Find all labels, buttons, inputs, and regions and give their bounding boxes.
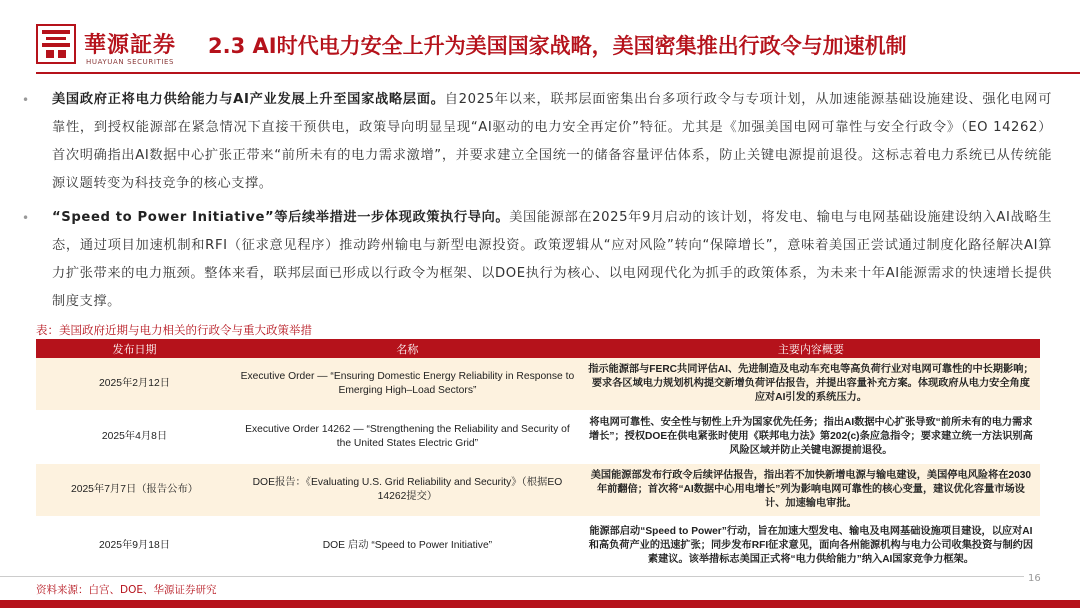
cell-summary: 指示能源部与FERC共同评估AI、先进制造及电动车充电等高负荷行业对电网可靠性的中长期影响；要求各区域电力规划机构提交新增负荷评估报告，并提出容量补充方案。体现政府从电力安全角度应对AI引发的系统压力。 — [582, 358, 1040, 410]
bullet-icon: • — [22, 93, 30, 107]
cell-date: 2025年2月12日 — [36, 358, 233, 410]
cell-date: 2025年7月7日（报告公布） — [36, 463, 233, 516]
page-number: 16 — [1028, 573, 1041, 584]
column-header-summary: 主要内容概要 — [582, 339, 1040, 358]
paragraph-1-body: 自2025年以来，联邦层面密集出台多项行政令与专项计划，从加速能源基础设施建设、强化电网可靠性，到授权能源部在紧急情况下直接干预供电，政策导向明显呈现“AI驱动的电力安全再定价”特征。尤其是《加强美国电网可靠性与安全行政令》（EO 14262）首次明确指出AI数据中心扩张正带来“前所未有的电力需求激增”，并要求建立全国统一的储备容量评估体系，防止关键电源提前退役。这标志着电力系统已从传统能源议题转变为科技竞争的核心支撑。 — [52, 92, 1052, 191]
column-header-name: 名称 — [233, 339, 582, 358]
cell-name: Executive Order — “Ensuring Domestic Energy Reliability in Response to Emerging High–Load Sectors” — [233, 358, 582, 410]
bullet-icon: • — [22, 211, 30, 225]
table-row — [36, 410, 1040, 463]
footer-bar — [0, 600, 1080, 608]
page-title: 2.3 AI时代电力安全上升为美国国家战略，美国密集推出行政令与加速机制 — [208, 34, 907, 58]
cell-name: DOE报告：《Evaluating U.S. Grid Reliability and Security》（根据EO 14262提交） — [233, 463, 582, 516]
cell-summary: 美国能源部发布行政令后续评估报告，指出若不加快新增电源与输电建设，美国停电风险将在2030年前翻倍；首次将“AI数据中心用电增长”列为影响电网可靠性的核心变量，建议优化容量市场设计、加速输电审批。 — [582, 463, 1040, 516]
table-row — [36, 516, 1040, 576]
paragraph-1 — [52, 86, 1052, 198]
cell-date: 2025年9月18日 — [36, 516, 233, 576]
table-row — [36, 463, 1040, 516]
table-caption: 表：美国政府近期与电力相关的行政令与重大政策举措 — [36, 323, 312, 337]
paragraph-1-lead: 美国政府正将电力供给能力与AI产业发展上升至国家战略层面。 — [52, 92, 445, 107]
paragraph-2-lead: “Speed to Power Initiative”等后续举措进一步体现政策执行导向。 — [52, 210, 510, 225]
source-note: 资料来源：白宫、DOE、华源证券研究 — [36, 584, 217, 596]
huayuan-logo-icon — [36, 24, 76, 64]
paragraph-2 — [52, 204, 1052, 316]
header-divider — [36, 72, 1080, 74]
cell-date: 2025年4月8日 — [36, 410, 233, 463]
table-header-row — [36, 339, 1040, 358]
policy-table — [36, 339, 1040, 577]
page-header — [0, 0, 1080, 72]
cell-summary: 能源部启动“Speed to Power”行动，旨在加速大型发电、输电及电网基础设施项目建设，以应对AI和高负荷产业的迅速扩张；同步发布RFI征求意见，面向各州能源机构与电力公司收集投资与制约因素建议。该举措标志美国正式将“电力供给能力”纳入AI国家竞争力框架。 — [582, 516, 1040, 576]
cell-name: DOE 启动 “Speed to Power Initiative” — [233, 516, 582, 576]
brand-name: 華源証券 — [84, 32, 177, 58]
footer-divider — [0, 576, 1024, 577]
brand-name-en: HUAYUAN SECURITIES — [86, 58, 175, 66]
cell-name: Executive Order 14262 — “Strengthening the Reliability and Security of the United States Electric Grid” — [233, 410, 582, 463]
table-row — [36, 358, 1040, 410]
cell-summary: 将电网可靠性、安全性与韧性上升为国家优先任务；指出AI数据中心扩张导致“前所未有的电力需求增长”；授权DOE在供电紧张时使用《联邦电力法》第202(c)条应急指令；要求建立统一方法识别高风险区域并防止关键电源提前退役。 — [582, 410, 1040, 463]
paragraph-2-body: 美国能源部在2025年9月启动的该计划，将发电、输电与电网基础设施建设纳入AI战略生态，通过项目加速机制和RFI（征求意见程序）推动跨州输电与新型电源投资。政策逻辑从“应对风险”转向“保障增长”，意味着美国正尝试通过制度化路径解决AI算力扩张带来的电力瓶颈。整体来看，联邦层面已形成以行政令为框架、以DOE执行为核心、以电网现代化为抓手的政策体系，为未来十年AI能源需求的快速增长提供制度支撑。 — [52, 210, 1052, 309]
column-header-date: 发布日期 — [36, 339, 233, 358]
